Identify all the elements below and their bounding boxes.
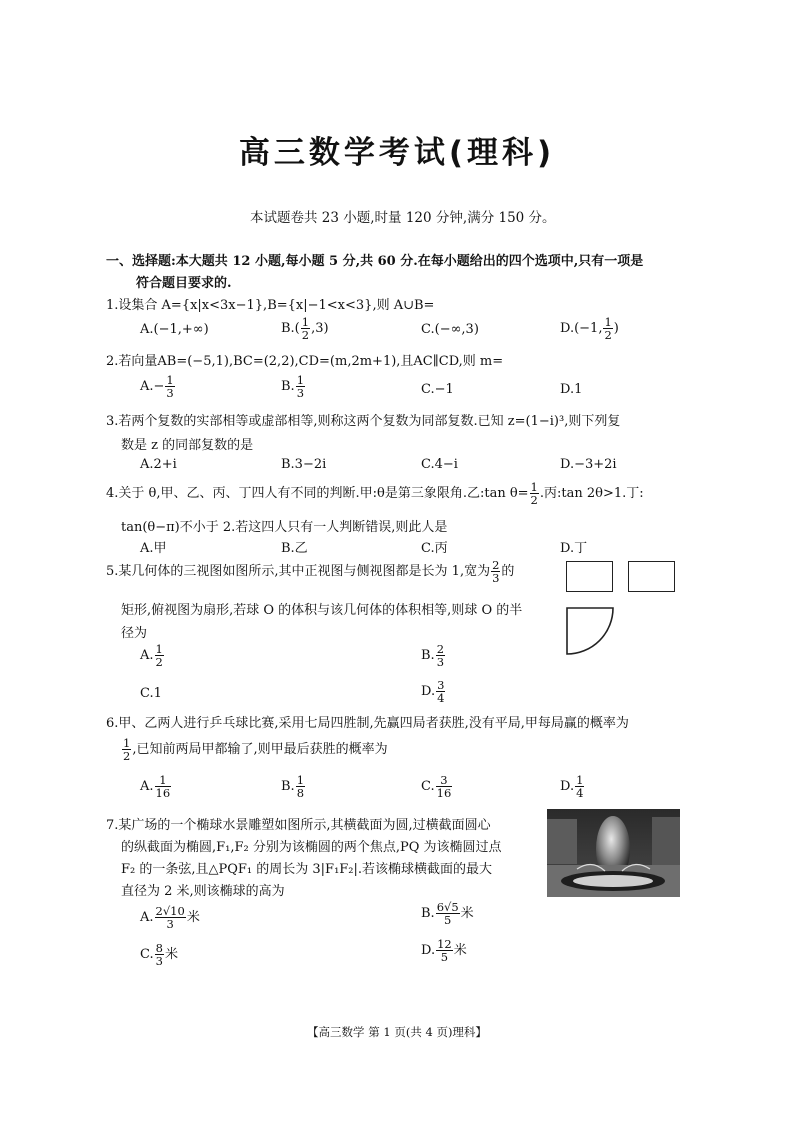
q3-stem-line2: 数是 z 的同部复数的是 [121,438,254,453]
q5-stem-line3: 径为 [121,626,148,641]
q4-option-d: D.丁 [560,541,588,556]
q4-option-c: C.丙 [421,541,448,556]
q5-option-c: C.1 [140,686,162,701]
q6-stem-line1: 6.甲、乙两人进行乒乓球比赛,采用七局四胜制,先赢四局者获胜,没有平局,甲每局赢的概率为 [106,716,629,731]
q2-option-c: C.−1 [421,382,454,397]
q7-stem-line3: F₂ 的一条弦,且△PQF₁ 的周长为 3|F₁F₂|.若该椭球横截面的最大 [121,862,493,877]
q3-option-a: A.2+i [140,457,177,472]
q7-option-c: C. $\frac{8}{3}$ 米 [140,941,178,968]
q1-stem: 1.设集合 A={x|x<3x−1},B={x|−1<x<3},则 A∪B= [106,298,435,313]
side-view-rectangle [628,561,675,592]
q2-option-d: D.1 [560,382,583,397]
section-heading-cont: 符合题目要求的. [136,276,232,291]
ellipsoid-sculpture-photo [547,809,680,897]
q1-option-b: B.( $\frac{1}{2}$ ,3) [281,315,329,342]
q6-stem-line2: $\frac{1}{2}$ ,已知前两局甲都输了,则甲最后获胜的概率为 [123,736,388,763]
q4-option-a: A.甲 [140,541,167,556]
top-view-sector [564,605,616,657]
q4-option-b: B.乙 [281,541,308,556]
q1-option-d: D.(−1, $\frac{1}{2}$ ) [560,315,619,342]
q6-option-b: B. $\frac{1}{8}$ [281,773,305,800]
q1-option-a: A.(−1,+∞) [140,322,209,337]
q7-option-a: A. $\frac{2√10}{3}$ 米 [140,904,200,931]
q5-stem-line1: 5.某几何体的三视图如图所示,其中正视图与侧视图都是长为 1,宽为 $\frac{2}{3}$ 的 [106,558,515,585]
q2-option-b: B. $\frac{1}{3}$ [281,373,305,400]
q1-option-c: C.(−∞,3) [421,322,479,337]
page-footer: 【高三数学 第 1 页(共 4 页)理科】 [307,1025,487,1039]
page-title: 高三数学考试(理科) [238,135,556,171]
q3-option-d: D.−3+2i [560,457,617,472]
q7-stem-line4: 直径为 2 米,则该椭球的高为 [121,884,285,899]
q7-stem-line2: 的纵截面为椭圆,F₁,F₂ 分别为该椭圆的两个焦点,PQ 为该椭圆过点 [121,840,502,855]
exam-info: 本试题卷共 23 小题,时量 120 分钟,满分 150 分。 [250,210,556,226]
q7-option-d: D. $\frac{12}{5}$ 米 [421,937,467,964]
q5-stem-line2: 矩形,俯视图为扇形,若球 O 的体积与该几何体的体积相等,则球 O 的半 [121,603,523,618]
q7-stem-line1: 7.某广场的一个椭球水景雕塑如图所示,其横截面为圆,过横截面圆心 [106,818,491,833]
q2-option-a: A.− $\frac{1}{3}$ [140,373,174,400]
q5-option-a: A. $\frac{1}{2}$ [140,642,163,669]
q5-option-b: B. $\frac{2}{3}$ [421,642,445,669]
q3-option-b: B.3−2i [281,457,327,472]
q4-stem-line1: 4.关于 θ,甲、乙、丙、丁四人有不同的判断.甲:θ是第三象限角.乙:tan θ= $\frac{1}{2}$ .丙:tan 2θ>1.丁: [106,480,644,507]
q5-option-d: D. $\frac{3}{4}$ [421,678,445,705]
q4-stem-line2: tan(θ−π)不小于 2.若这四人只有一人判断错误,则此人是 [121,520,448,535]
q3-stem-line1: 3.若两个复数的实部相等或虚部相等,则称这两个复数为同部复数.已知 z=(1−i)³,则下列复 [106,414,621,429]
q2-stem: 2.若向量AB=(−5,1),BC=(2,2),CD=(m,2m+1),且AC∥CD,则 m= [106,354,504,369]
q7-option-b: B. $\frac{6√5}{5}$ 米 [421,900,474,927]
q6-option-c: C. $\frac{3}{16}$ [421,773,452,800]
front-view-rectangle [566,561,613,592]
q6-option-a: A. $\frac{1}{16}$ [140,773,171,800]
q6-option-d: D. $\frac{1}{4}$ [560,773,584,800]
q3-option-c: C.4−i [421,457,458,472]
section-heading: 一、选择题:本大题共 12 小题,每小题 5 分,共 60 分.在每小题给出的四个选项中,只有一项是 [106,254,644,269]
